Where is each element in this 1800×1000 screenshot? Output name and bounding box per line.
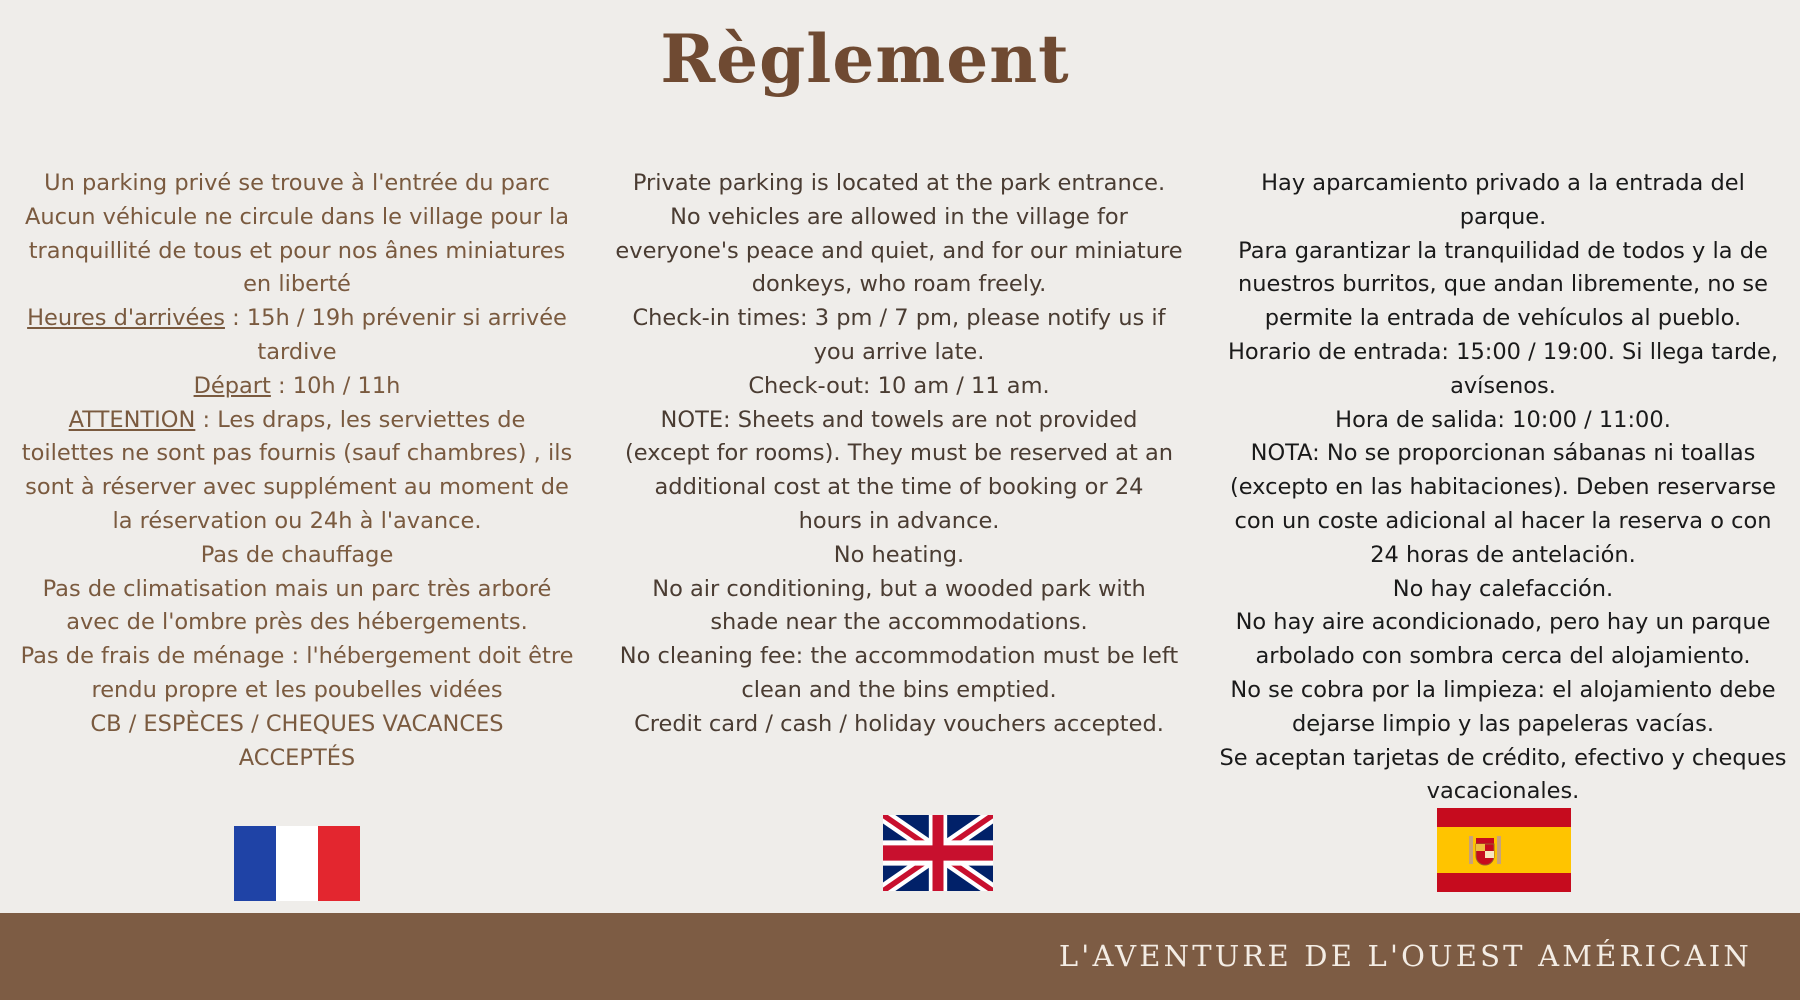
rule-line: dejarse limpio y las papeleras vacías. <box>1292 710 1714 737</box>
rule-line: No hay aire acondicionado, pero hay un parque <box>1235 609 1771 636</box>
rule-line: No heating. <box>833 541 965 568</box>
rule-line: CB / ESPÈCES / CHEQUES VACANCES <box>90 710 504 737</box>
attention-label: ATTENTION <box>68 406 196 433</box>
rule-line: NOTA: No se proporcionan sábanas ni toallas <box>1250 440 1756 467</box>
rule-line: shade near the accommodations. <box>710 609 1088 636</box>
rule-line: No vehicles are allowed in the village for <box>670 203 1128 230</box>
rule-line: donkeys, who roam freely. <box>751 271 1047 298</box>
footer-text: L'AVENTURE DE L'OUEST AMÉRICAIN <box>1058 939 1752 973</box>
rule-line: nuestros burritos, que andan libremente, no se <box>1237 271 1768 298</box>
departure-text: : 10h / 11h <box>270 372 401 399</box>
arrival-label: Heures d'arrivées <box>27 305 225 332</box>
france-flag-icon <box>234 826 360 901</box>
rules-english <box>614 167 1184 742</box>
uk-flag-icon <box>883 815 993 891</box>
rule-line: Private parking is located at the park entrance. <box>632 170 1166 196</box>
rule-line: rendu propre et les poubelles vidées <box>91 676 503 703</box>
rule-line: hours in advance. <box>798 507 1000 534</box>
arrival-line <box>12 302 582 336</box>
rule-line: la réservation ou 24h à l'avance. <box>112 507 482 534</box>
rule-line: toilettes ne sont pas fournis (sauf chambres) , ils <box>21 440 573 467</box>
attention-text: : Les draps, les serviettes de <box>195 406 526 433</box>
rule-line: No se cobra por la limpieza: el alojamiento debe <box>1230 676 1776 703</box>
rule-line: 24 horas de antelación. <box>1370 541 1636 568</box>
rule-line: No hay calefacción. <box>1392 575 1614 602</box>
rule-line: Check-out: 10 am / 11 am. <box>748 372 1050 399</box>
rule-line: everyone's peace and quiet, and for our miniature <box>615 237 1183 264</box>
rule-line: Hay aparcamiento privado a la entrada del <box>1261 170 1745 196</box>
spain-flag-icon <box>1437 808 1571 892</box>
rule-line: (except for rooms). They must be reserved at an <box>625 440 1173 467</box>
rule-line: Para garantizar la tranquilidad de todos y la de <box>1238 237 1768 264</box>
rule-line: Pas de frais de ménage : l'hébergement doit être <box>20 643 574 670</box>
rule-line: avísenos. <box>1450 372 1556 399</box>
departure-label: Départ <box>193 372 271 399</box>
rule-line: Pas de climatisation mais un parc très arboré <box>42 575 552 602</box>
rule-line: Horario de entrada: 15:00 / 19:00. Si llega tarde, <box>1227 338 1779 365</box>
rule-line: avec de l'ombre près des hébergements. <box>66 609 528 636</box>
rule-line: tardive <box>257 338 337 365</box>
rule-line: ACCEPTÉS <box>238 744 356 771</box>
rule-line: Pas de chauffage <box>200 541 394 568</box>
rule-line: parque. <box>1459 203 1547 230</box>
rule-line: you arrive late. <box>813 338 985 365</box>
rules-french <box>12 167 582 775</box>
rule-line: en liberté <box>243 271 351 298</box>
rule-line: (excepto en las habitaciones). Deben reservarse <box>1229 474 1777 501</box>
rule-line: arbolado con sombra cerca del alojamiento. <box>1255 643 1751 670</box>
rule-line: No cleaning fee: the accommodation must be left <box>619 643 1179 670</box>
rule-line: tranquillité de tous et pour nos ânes miniatures <box>28 237 566 264</box>
departure-line <box>12 370 582 404</box>
rule-line: sont à réserver avec supplément au moment de <box>25 474 569 501</box>
attention-line <box>12 404 582 438</box>
rule-line: Credit card / cash / holiday vouchers accepted. <box>634 710 1164 737</box>
rule-line: vacacionales. <box>1426 778 1580 805</box>
rule-line: Un parking privé se trouve à l'entrée du parc <box>44 170 550 196</box>
rule-line: clean and the bins emptied. <box>741 676 1057 703</box>
rule-line: additional cost at the time of booking or 24 <box>654 474 1144 501</box>
rule-line: Hora de salida: 10:00 / 11:00. <box>1335 406 1671 433</box>
rule-line: Check-in times: 3 pm / 7 pm, please notify us if <box>632 305 1166 332</box>
rule-line: con un coste adicional al hacer la reserva o con <box>1234 507 1772 534</box>
page-title: Règlement <box>660 20 1070 98</box>
rule-line: permite la entrada de vehículos al pueblo. <box>1264 305 1742 332</box>
rule-line: Se aceptan tarjetas de crédito, efectivo y cheques <box>1219 744 1787 771</box>
rule-line: Aucun véhicule ne circule dans le village pour la <box>24 203 570 230</box>
rule-line: NOTE: Sheets and towels are not provided <box>660 406 1138 433</box>
footer-bar <box>0 913 1800 1000</box>
rules-spanish <box>1218 167 1788 809</box>
rule-line: No air conditioning, but a wooded park with <box>652 575 1146 602</box>
arrival-text: : 15h / 19h prévenir si arrivée <box>224 305 567 332</box>
